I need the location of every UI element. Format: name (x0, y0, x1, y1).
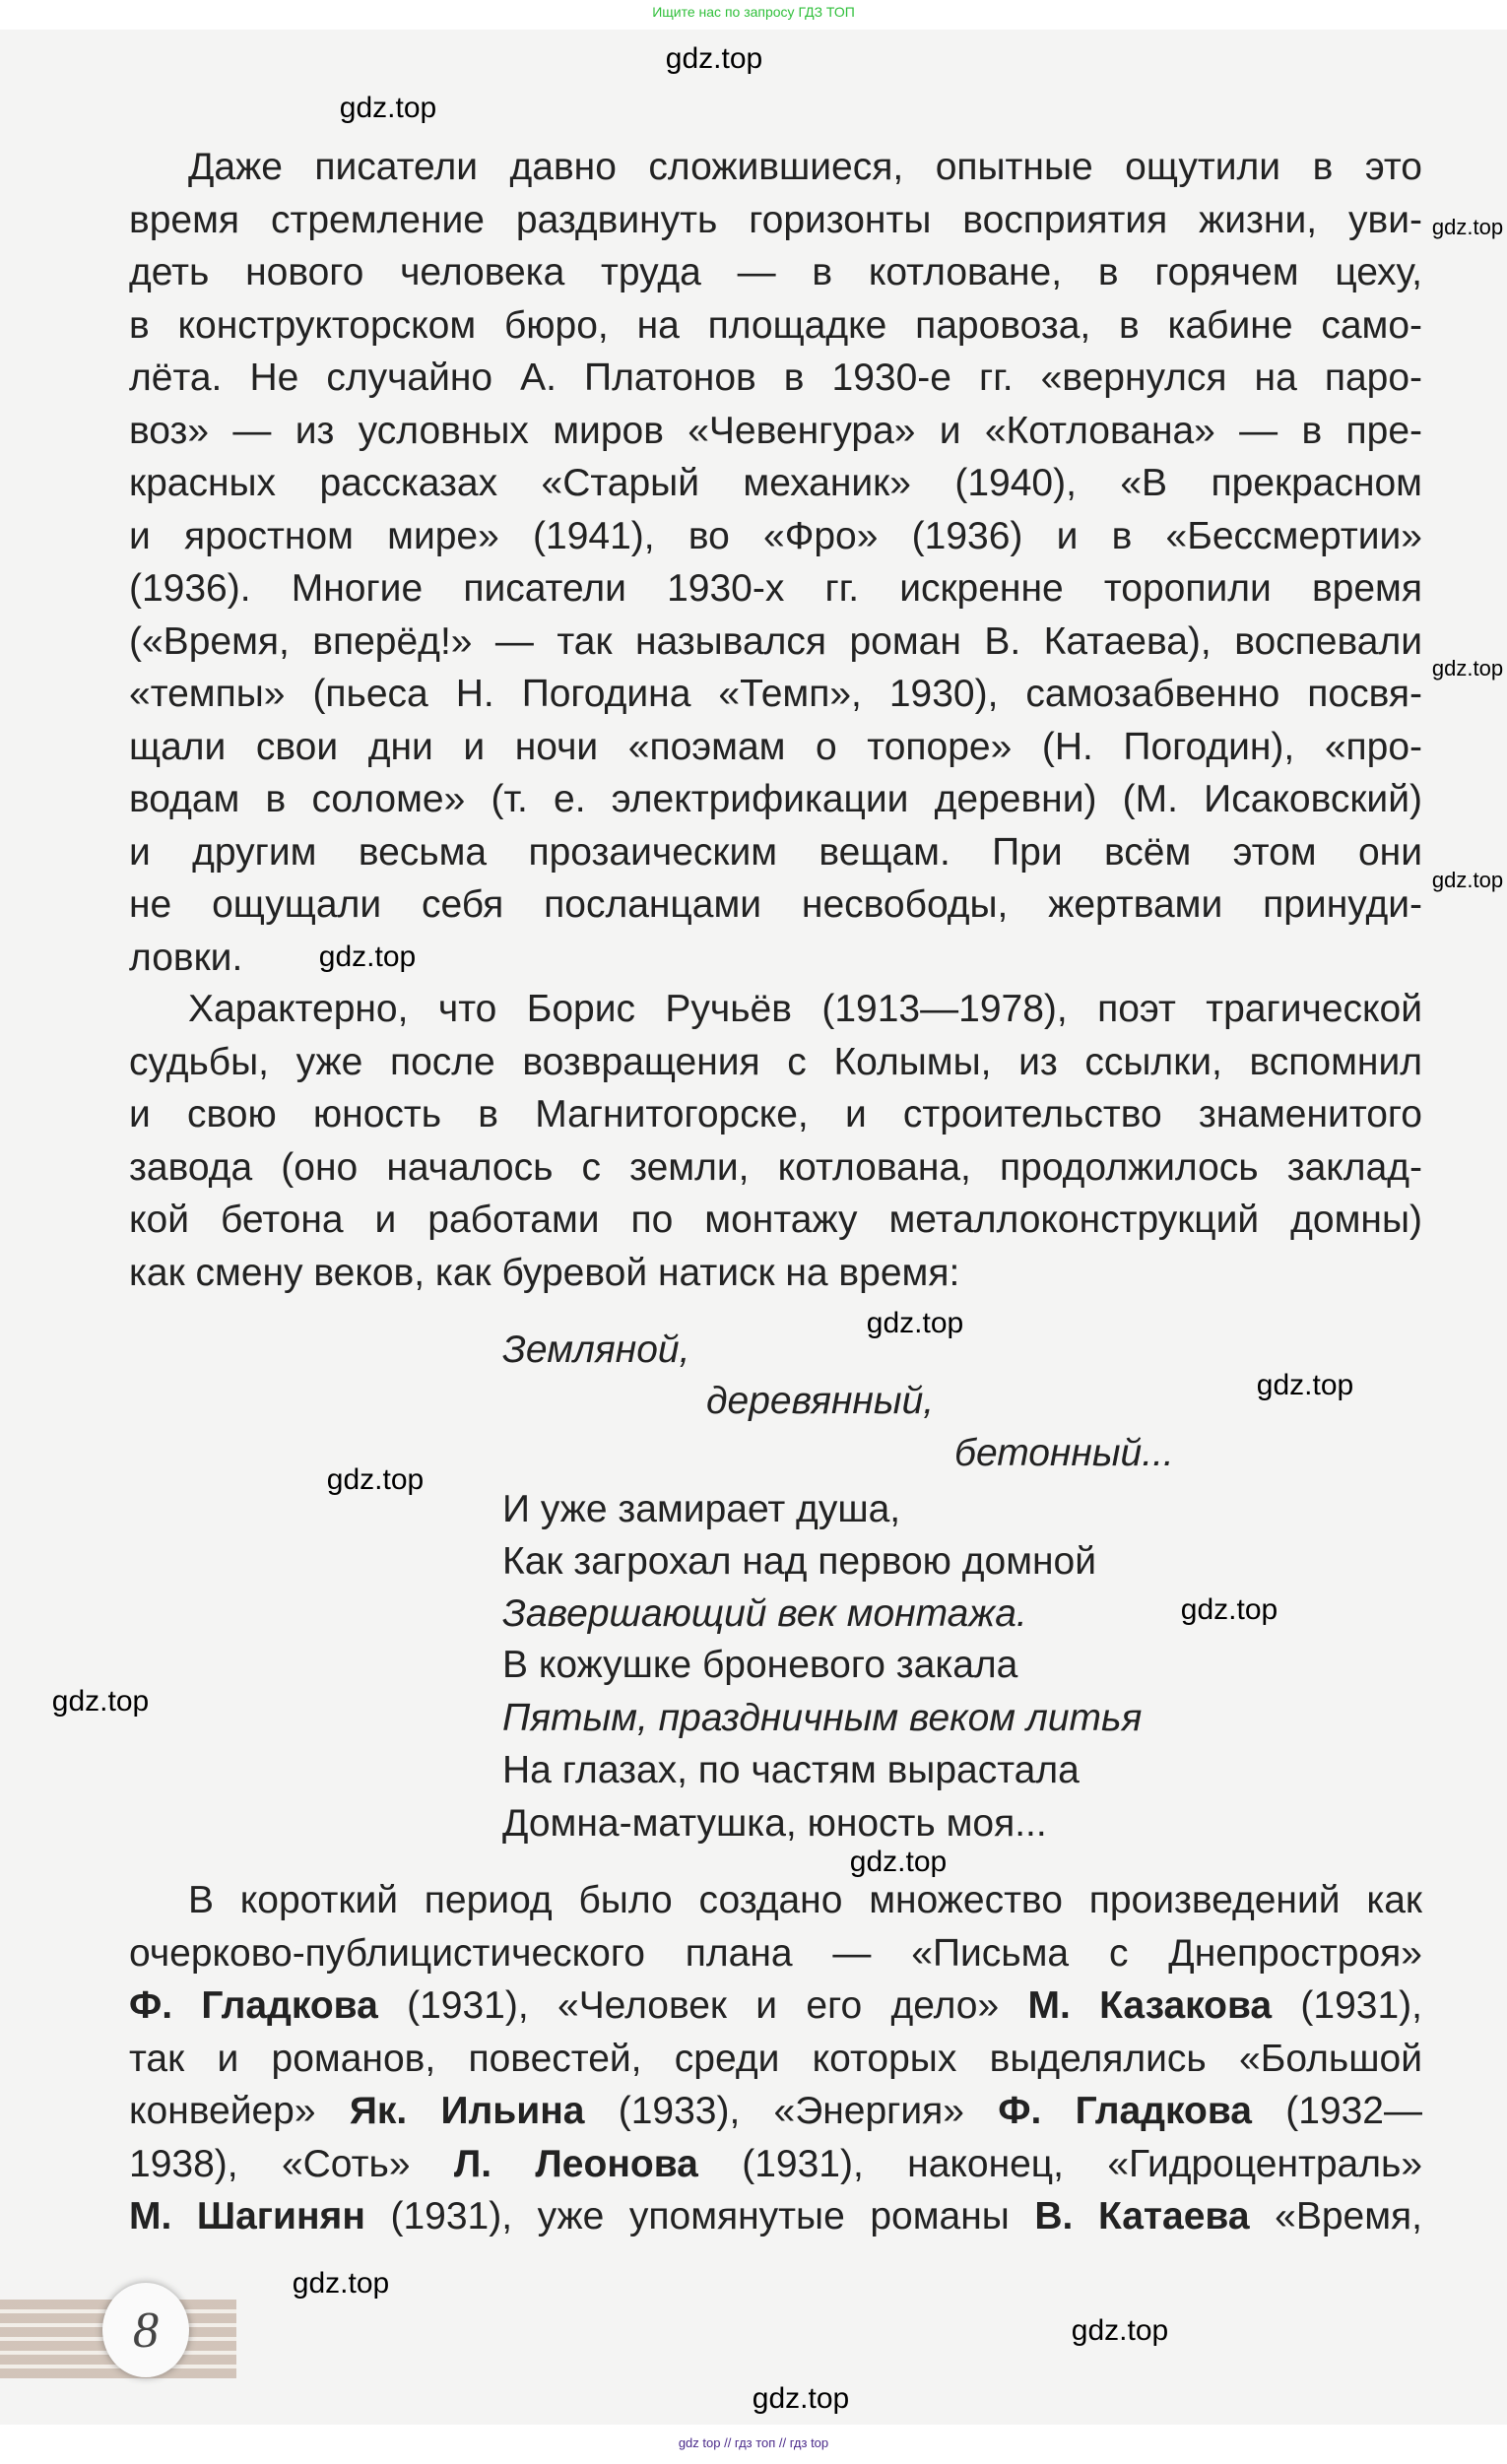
text-segment: В короткий период было создано множество произведений как (188, 1879, 1422, 1921)
author-name: В. Катаева (1034, 2195, 1250, 2237)
text-segment: как смену веков, как буревой натиск на время: (129, 1251, 960, 1294)
poem-line: На глазах, по частям вырастала (502, 1749, 1080, 1791)
text-line (129, 510, 1422, 563)
paragraph-ruchyov (129, 983, 1422, 1299)
author-name: Ф. Гладкова (129, 1984, 378, 2027)
text-segment: завода (оно началось с земли, котлована, продолжилось заклад- (129, 1145, 1422, 1189)
text-line (129, 1141, 1422, 1195)
watermark: gdz.top (1071, 2314, 1169, 2347)
text-segment: (1936). Многие писатели 1930-х гг. искренне торопили время (129, 567, 1422, 610)
text-segment: и другим весьма прозаическим вещам. При всём этом они (129, 830, 1422, 874)
text-line (129, 2138, 1422, 2191)
text-line (129, 1247, 1422, 1300)
watermark: gdz.top (1431, 215, 1504, 239)
author-name: М. Казакова (1027, 1984, 1273, 2027)
text-segment: (1931), «Человек и его дело» (377, 1984, 1028, 2027)
text-line (129, 721, 1422, 774)
watermark: gdz.top (1431, 868, 1504, 892)
text-line (129, 616, 1422, 669)
author-name: М. Шагинян (129, 2195, 365, 2237)
watermark: gdz.top (292, 2267, 390, 2300)
watermark: gdz.top (1180, 1593, 1278, 1626)
watermark: gdz.top (849, 1846, 948, 1878)
top-banner[interactable]: Ищите нас по запросу ГДЗ ТОП (652, 4, 855, 20)
text-line (129, 1088, 1422, 1141)
text-line (129, 826, 1422, 879)
text-line (129, 773, 1422, 826)
text-line (129, 194, 1422, 247)
watermark: gdz.top (326, 1463, 425, 1496)
paragraph-works (129, 1874, 1422, 2243)
text-segment: щали свои дни и ночи «поэмам о топоре» (Н. Погодин), «про- (129, 725, 1422, 768)
text-line (129, 352, 1422, 405)
text-line (129, 1036, 1422, 1089)
poem-line: В кожушке броневого закала (502, 1644, 1018, 1686)
text-line (129, 1194, 1422, 1247)
paragraph-writers (129, 141, 1422, 984)
text-segment: и яростном мире» (1941), во «Фро» (1936) и в «Бессмертии» (129, 514, 1422, 557)
poem-line: бетонный... (954, 1432, 1174, 1474)
text-segment: 1938), «Соть» (129, 2142, 454, 2185)
text-segment: (1931), (1272, 1984, 1423, 2027)
page-number: 8 (102, 2283, 189, 2377)
poem-line: Домна-матушка, юность моя... (502, 1802, 1047, 1845)
text-segment: деть нового человека труда — в котловане, в горячем цеху, (129, 251, 1422, 293)
poem-line: деревянный, (706, 1380, 935, 1422)
watermark: gdz.top (752, 2382, 850, 2415)
footer-banner[interactable]: gdz top // гдз топ // гдз top (678, 2435, 829, 2450)
text-segment: судьбы, уже после возвращения с Колымы, из ссылки, вспомнил (129, 1040, 1422, 1083)
poem-line: Земляной, (502, 1329, 690, 1371)
watermark: gdz.top (866, 1307, 964, 1339)
poem-line: И уже замирает душа, (502, 1488, 901, 1530)
text-segment: не ощущали себя посланцами несвободы, жертвами принуди- (129, 883, 1422, 926)
text-segment: очерково-публицистического плана — «Письма с Днепростроя» (129, 1931, 1422, 1975)
text-segment: водам в соломе» (т. е. электрификации деревни) (М. Исаковский) (129, 778, 1422, 820)
text-segment: «Время, (1249, 2195, 1422, 2237)
poem-line: Завершающий век монтажа. (502, 1592, 1027, 1635)
text-line (129, 983, 1422, 1036)
author-name: Ф. Гладкова (998, 2090, 1252, 2132)
text-segment: конвейер» (129, 2090, 350, 2132)
watermark: gdz.top (339, 92, 437, 124)
poem-line: Пятым, праздничным веком литья (502, 1697, 1143, 1739)
text-segment: и свою юность в Магнитогорске, и строительство знаменитого (129, 1093, 1422, 1135)
text-segment: в конструкторском бюро, на площадке паровоза, в кабине само- (129, 303, 1422, 347)
text-line (129, 141, 1422, 194)
author-name: Л. Леонова (453, 2142, 698, 2185)
text-line (129, 1874, 1422, 1927)
text-segment: лёта. Не случайно А. Платонов в 1930-е гг. «вернулся на паро- (129, 357, 1422, 399)
text-segment: (1931), наконец, «Гидроцентраль» (697, 2142, 1423, 2185)
watermark: gdz.top (51, 1685, 150, 1718)
text-segment: ловки. (129, 936, 243, 979)
text-segment: время стремление раздвинуть горизонты восприятия жизни, уви- (129, 198, 1422, 241)
text-line (129, 246, 1422, 299)
poem-line: Как загрохал над первою домной (502, 1540, 1097, 1583)
text-segment: Даже писатели давно сложившиеся, опытные ощутили в это (188, 146, 1422, 188)
text-segment: Характерно, что Борис Ручьёв (1913—1978), поэт трагической (188, 988, 1422, 1030)
text-segment: «темпы» (пьеса Н. Погодина «Темп», 1930), самозабвенно посвя- (129, 673, 1422, 715)
text-segment: кой бетона и работами по монтажу металлоконструкций домны) (129, 1199, 1422, 1241)
text-line (129, 878, 1422, 932)
text-line (129, 668, 1422, 721)
text-line (129, 1979, 1422, 2033)
watermark: gdz.top (318, 940, 417, 973)
text-segment: так и романов, повестей, среди которых выделялись «Большой (129, 2037, 1422, 2080)
text-line (129, 299, 1422, 353)
text-line (129, 2085, 1422, 2138)
text-line (129, 457, 1422, 510)
text-segment: (1931), уже упомянутые романы (364, 2195, 1035, 2237)
text-segment: красных рассказах «Старый механик» (1940), «В прекрасном (129, 462, 1422, 504)
text-segment: («Время, вперёд!» — так назывался роман В. Катаева), воспевали (129, 619, 1422, 663)
watermark: gdz.top (1431, 656, 1504, 681)
text-line (129, 2190, 1422, 2243)
author-name: Як. Ильина (349, 2090, 585, 2132)
text-line (129, 562, 1422, 616)
text-segment: (1932— (1251, 2090, 1422, 2132)
text-line (129, 2033, 1422, 2086)
text-segment: воз» — из условных миров «Чевенгура» и «Котлована» — в пре- (129, 409, 1422, 452)
text-line (129, 405, 1422, 458)
watermark: gdz.top (665, 42, 763, 75)
text-line (129, 1927, 1422, 1980)
watermark: gdz.top (1256, 1369, 1354, 1401)
text-segment: (1933), «Энергия» (584, 2090, 999, 2132)
